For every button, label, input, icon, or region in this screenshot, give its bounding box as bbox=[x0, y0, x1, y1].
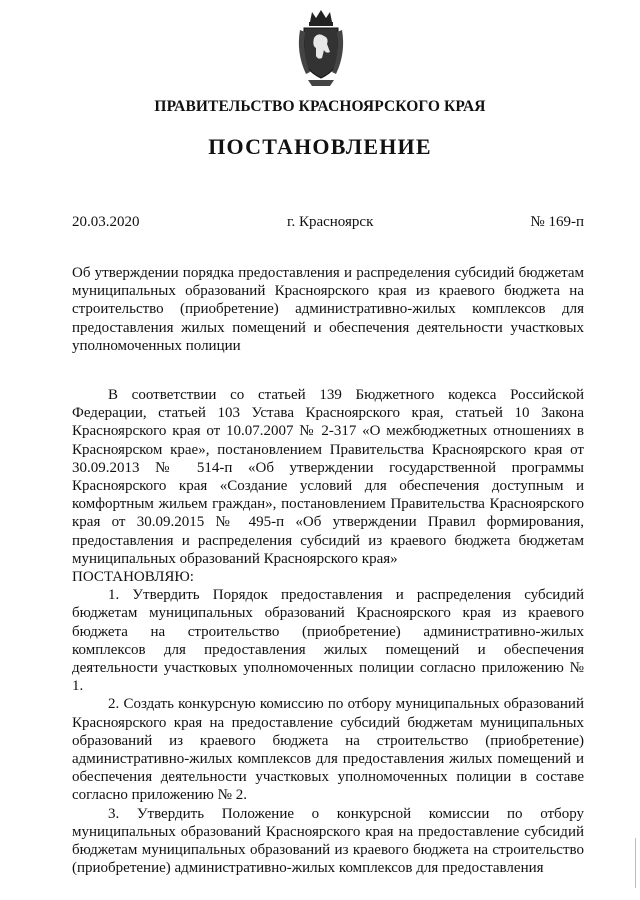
document-city: г. Красноярск bbox=[287, 214, 374, 230]
document-body bbox=[72, 386, 584, 877]
document-type-title: ПОСТАНОВЛЕНИЕ bbox=[208, 134, 432, 159]
document-number: № 169-п bbox=[530, 214, 584, 230]
document-date: 20.03.2020 bbox=[72, 214, 140, 230]
document-subject: Об утверждении порядка предоставления и распределения субсидий бюджетам муниципальных образований Красноярского края из краевого бюджета на строительство (приобретение) административно-жилых комплексов для предоставления жилых помещений и обеспечения деятельности участковых уполномоченных полиции bbox=[72, 265, 584, 354]
resolution-item-3: 3. Утвердить Положение о конкурсной комиссии по отбору муниципальных образований Красноярского края на предоставление субсидий бюджетам муниципальных образований из краевого бюджета на строительство (приобретение) административно-жилых комплексов для предоставления bbox=[72, 805, 584, 877]
resolve-heading: ПОСТАНОВЛЯЮ: bbox=[72, 569, 194, 586]
preamble-paragraph: В соответствии со статьей 139 Бюджетного кодекса Российской Федерации, статьей 103 Устава Красноярского края, статьей 10 Закона Красноярского края от 10.07.2007 № 2-317 «О межбюджетных отношениях в Красноярском крае», постановлением Правительства Красноярского края от 30.09.2013 № 514-п «Об утверждении государственной программы Красноярского края «Создание условий для обеспечения доступным и комфортным жильем граждан», постановлением Правительства Красноярского края от 30.09.2015 № 495-п «Об утверждении Правил формирования, предоставления и распределения субсидий из краевого бюджета бюджетам муниципальных образований Красноярского края» bbox=[72, 387, 584, 567]
resolution-item-2: 2. Создать конкурсную комиссию по отбору муниципальных образований Красноярского края на предоставление субсидий бюджетам муниципальных образований из краевого бюджета на строительство (приобретение) административно-жилых комплексов для предоставления жилых помещений и обеспечения деятельности участковых уполномоченных полиции в составе согласно приложению № 2. bbox=[72, 696, 584, 804]
scan-edge-mark bbox=[635, 838, 636, 888]
coat-of-arms-icon bbox=[296, 8, 346, 88]
resolution-item-1: 1. Утвердить Порядок предоставления и распределения субсидий бюджетам муниципальных образований Красноярского края из краевого бюджета на строительство (приобретение) административно-жилых комплексов для предоставления жилых помещений и обеспечения деятельности участковых уполномоченных полиции согласно приложению № 1. bbox=[72, 587, 584, 695]
issuing-authority: ПРАВИТЕЛЬСТВО КРАСНОЯРСКОГО КРАЯ bbox=[154, 98, 486, 115]
